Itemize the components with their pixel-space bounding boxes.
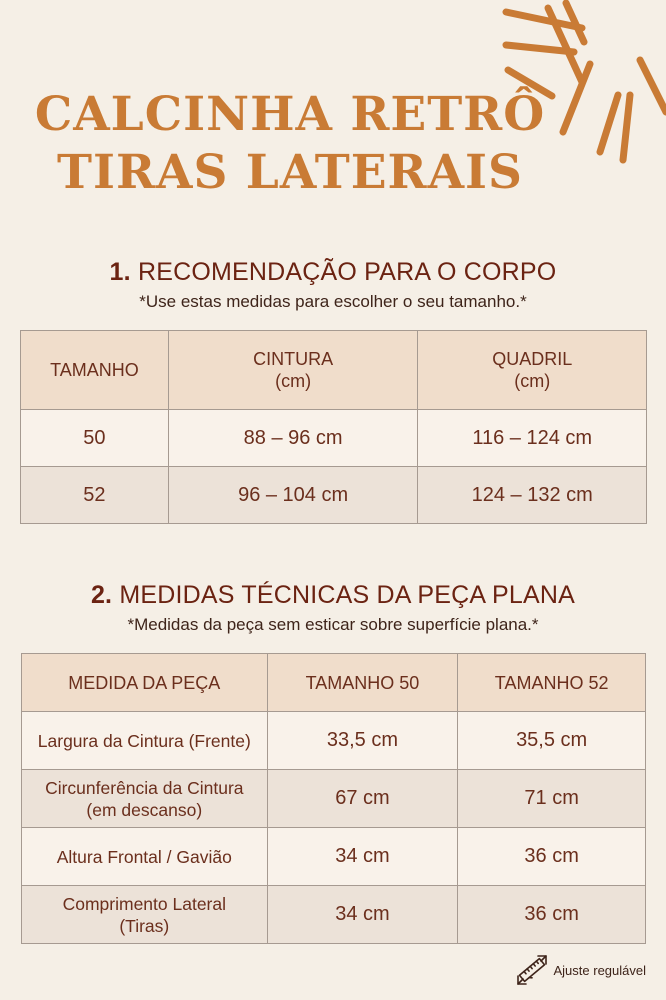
- table-row: [21, 467, 647, 524]
- table-cell: 116 – 124 cm: [418, 410, 647, 467]
- table-cell: 36 cm: [458, 886, 646, 944]
- section-2-title-text: MEDIDAS TÉCNICAS DA PEÇA PLANA: [119, 581, 576, 609]
- section-1-title-text: RECOMENDAÇÃO PARA O CORPO: [137, 258, 557, 286]
- section-1-number: 1.: [109, 258, 131, 286]
- garment-measurements-table: [21, 653, 646, 944]
- measure-label: Comprimento Lateral (Tiras): [22, 886, 268, 944]
- page-title: [30, 86, 550, 202]
- body-size-table: [20, 330, 647, 524]
- table-cell: 96 – 104 cm: [168, 467, 418, 524]
- table-cell: 33,5 cm: [267, 712, 458, 770]
- table-row: [22, 712, 646, 770]
- table-cell: 71 cm: [458, 770, 646, 828]
- measure-label: Circunferência da Cintura (em descanso): [22, 770, 268, 828]
- table-row: [22, 886, 646, 944]
- table-cell: 34 cm: [267, 886, 458, 944]
- table-row: [21, 410, 647, 467]
- column-header-size-50: TAMANHO 50: [267, 654, 458, 712]
- column-header-hip-label: QUADRIL (cm): [492, 349, 573, 391]
- column-header-size-52: TAMANHO 52: [458, 654, 646, 712]
- table-cell: 35,5 cm: [458, 712, 646, 770]
- column-header-measure: MEDIDA DA PEÇA: [22, 654, 268, 712]
- table-row: [22, 828, 646, 886]
- table-header-row: [21, 331, 647, 410]
- ruler-icon: [516, 954, 548, 986]
- measure-label: Largura da Cintura (Frente): [22, 712, 268, 770]
- table-cell: 50: [21, 410, 169, 467]
- table-header-row: [22, 654, 646, 712]
- section-1-title: [0, 258, 666, 287]
- measure-label: Altura Frontal / Gavião: [22, 828, 268, 886]
- table-cell: 36 cm: [458, 828, 646, 886]
- table-cell: 88 – 96 cm: [168, 410, 418, 467]
- section-2-title: [0, 581, 666, 610]
- table-cell: 124 – 132 cm: [418, 467, 647, 524]
- adjustable-fit-label: Ajuste regulável: [553, 962, 646, 978]
- column-header-waist-label: CINTURA (cm): [253, 349, 334, 391]
- title-line-1: CALCINHA RETRÔ: [34, 87, 546, 142]
- column-header-hip: [418, 331, 647, 410]
- table-row: [22, 770, 646, 828]
- section-2-number: 2.: [90, 581, 113, 609]
- table-cell: 34 cm: [267, 828, 458, 886]
- section-1-subtitle: *Use estas medidas para escolher o seu tamanho.*: [139, 292, 527, 311]
- section-2-subtitle: *Medidas da peça sem esticar sobre superfície plana.*: [127, 615, 539, 634]
- column-header-size: TAMANHO: [21, 331, 169, 410]
- table-cell: 52: [21, 467, 169, 524]
- column-header-waist: [168, 331, 418, 410]
- table-cell: 67 cm: [267, 770, 458, 828]
- adjustable-fit-note: [516, 954, 647, 986]
- title-line-2: TIRAS LATERAIS: [57, 145, 523, 200]
